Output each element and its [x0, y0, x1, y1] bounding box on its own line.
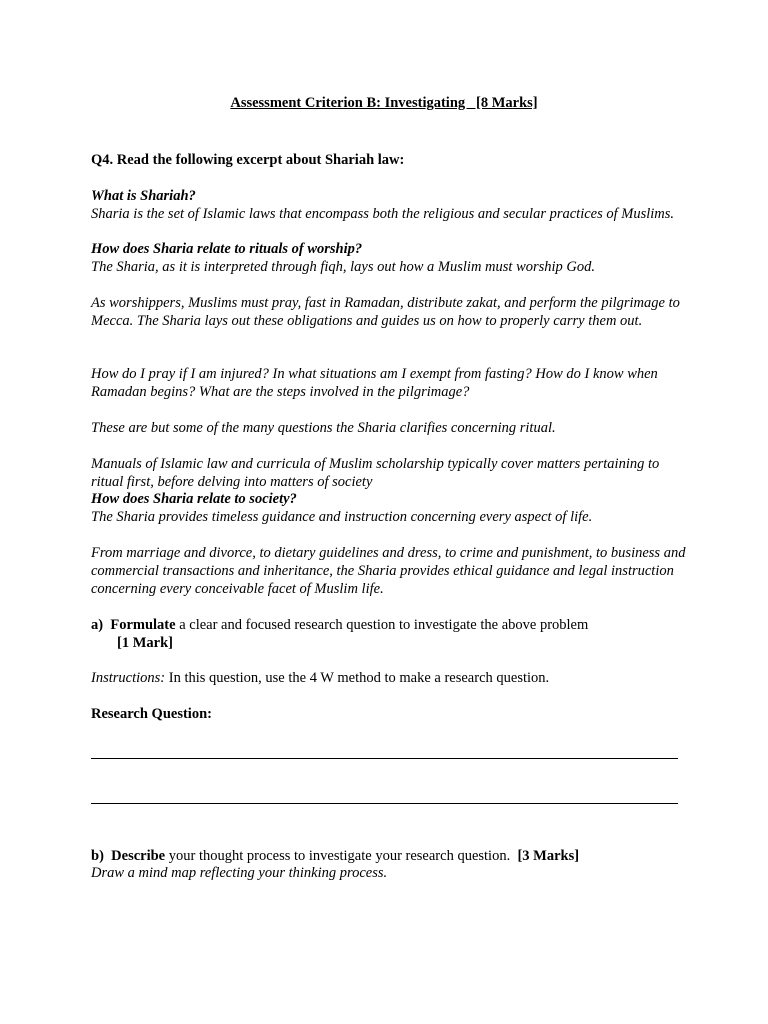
paragraph-clarifies: These are but some of the many questions the Sharia clarifies concerning ritual.: [91, 420, 556, 436]
instructions-label: Instructions:: [91, 670, 166, 686]
part-b-prompt: [91, 847, 691, 865]
part-a-label: a): [91, 617, 104, 633]
part-a-instructions: [91, 669, 691, 687]
paragraph-guidance: The Sharia provides timeless guidance and instruction concerning every aspect of life.: [91, 509, 593, 525]
part-b-label: b): [91, 848, 104, 864]
part-a-text: a clear and focused research question to investigate the above problem: [175, 617, 589, 633]
research-question-label: Research Question:: [91, 706, 212, 722]
instructions-text: In this question, use the 4 W method to make a research question.: [165, 670, 550, 686]
part-b-marks: [3 Marks]: [517, 848, 580, 864]
subheading-what-is-shariah: What is Shariah?: [91, 188, 196, 204]
part-a-verb: Formulate: [110, 617, 176, 633]
part-b-verb: Describe: [111, 848, 166, 864]
question-4-heading: Q4. Read the following excerpt about Shariah law:: [91, 152, 405, 168]
paragraph-questions: How do I pray if I am injured? In what situations am I exempt from fasting? How do I know when Ramadan begins? What are the steps involved in the pilgrimage?: [91, 366, 658, 400]
answer-line-1[interactable]: [91, 758, 678, 759]
paragraph-fiqh: The Sharia, as it is interpreted through fiqh, lays out how a Muslim must worship God.: [91, 259, 596, 275]
part-b-subtext: Draw a mind map reflecting your thinking process.: [91, 865, 388, 881]
paragraph-worshippers: As worshippers, Muslims must pray, fast in Ramadan, distribute zakat, and perform the pilgrimage to Mecca. The Sharia lays out these obligations and guides us on how to properly carry them out.: [91, 295, 680, 329]
answer-line-2[interactable]: [91, 803, 678, 804]
paragraph-definition: Sharia is the set of Islamic laws that encompass both the religious and secular practices of Muslims.: [91, 206, 675, 222]
subheading-society: How does Sharia relate to society?: [91, 491, 297, 507]
paragraph-marriage: From marriage and divorce, to dietary guidelines and dress, to crime and punishment, to business and commercial transactions and inheritance, the Sharia provides ethical guidance and legal instruction concerning every conceivable facet of Muslim life.: [91, 545, 686, 597]
part-b-text: your thought process to investigate your research question.: [165, 848, 511, 864]
paragraph-manuals: Manuals of Islamic law and curricula of Muslim scholarship typically cover matters pertaining to ritual first, before delving into matters of society: [91, 456, 660, 490]
page-title: Assessment Criterion B: Investigating [8 Marks]: [230, 95, 538, 111]
part-a-marks: [1 Mark]: [117, 635, 173, 651]
subheading-rituals: How does Sharia relate to rituals of worship?: [91, 241, 363, 257]
part-a-prompt: [91, 616, 691, 634]
